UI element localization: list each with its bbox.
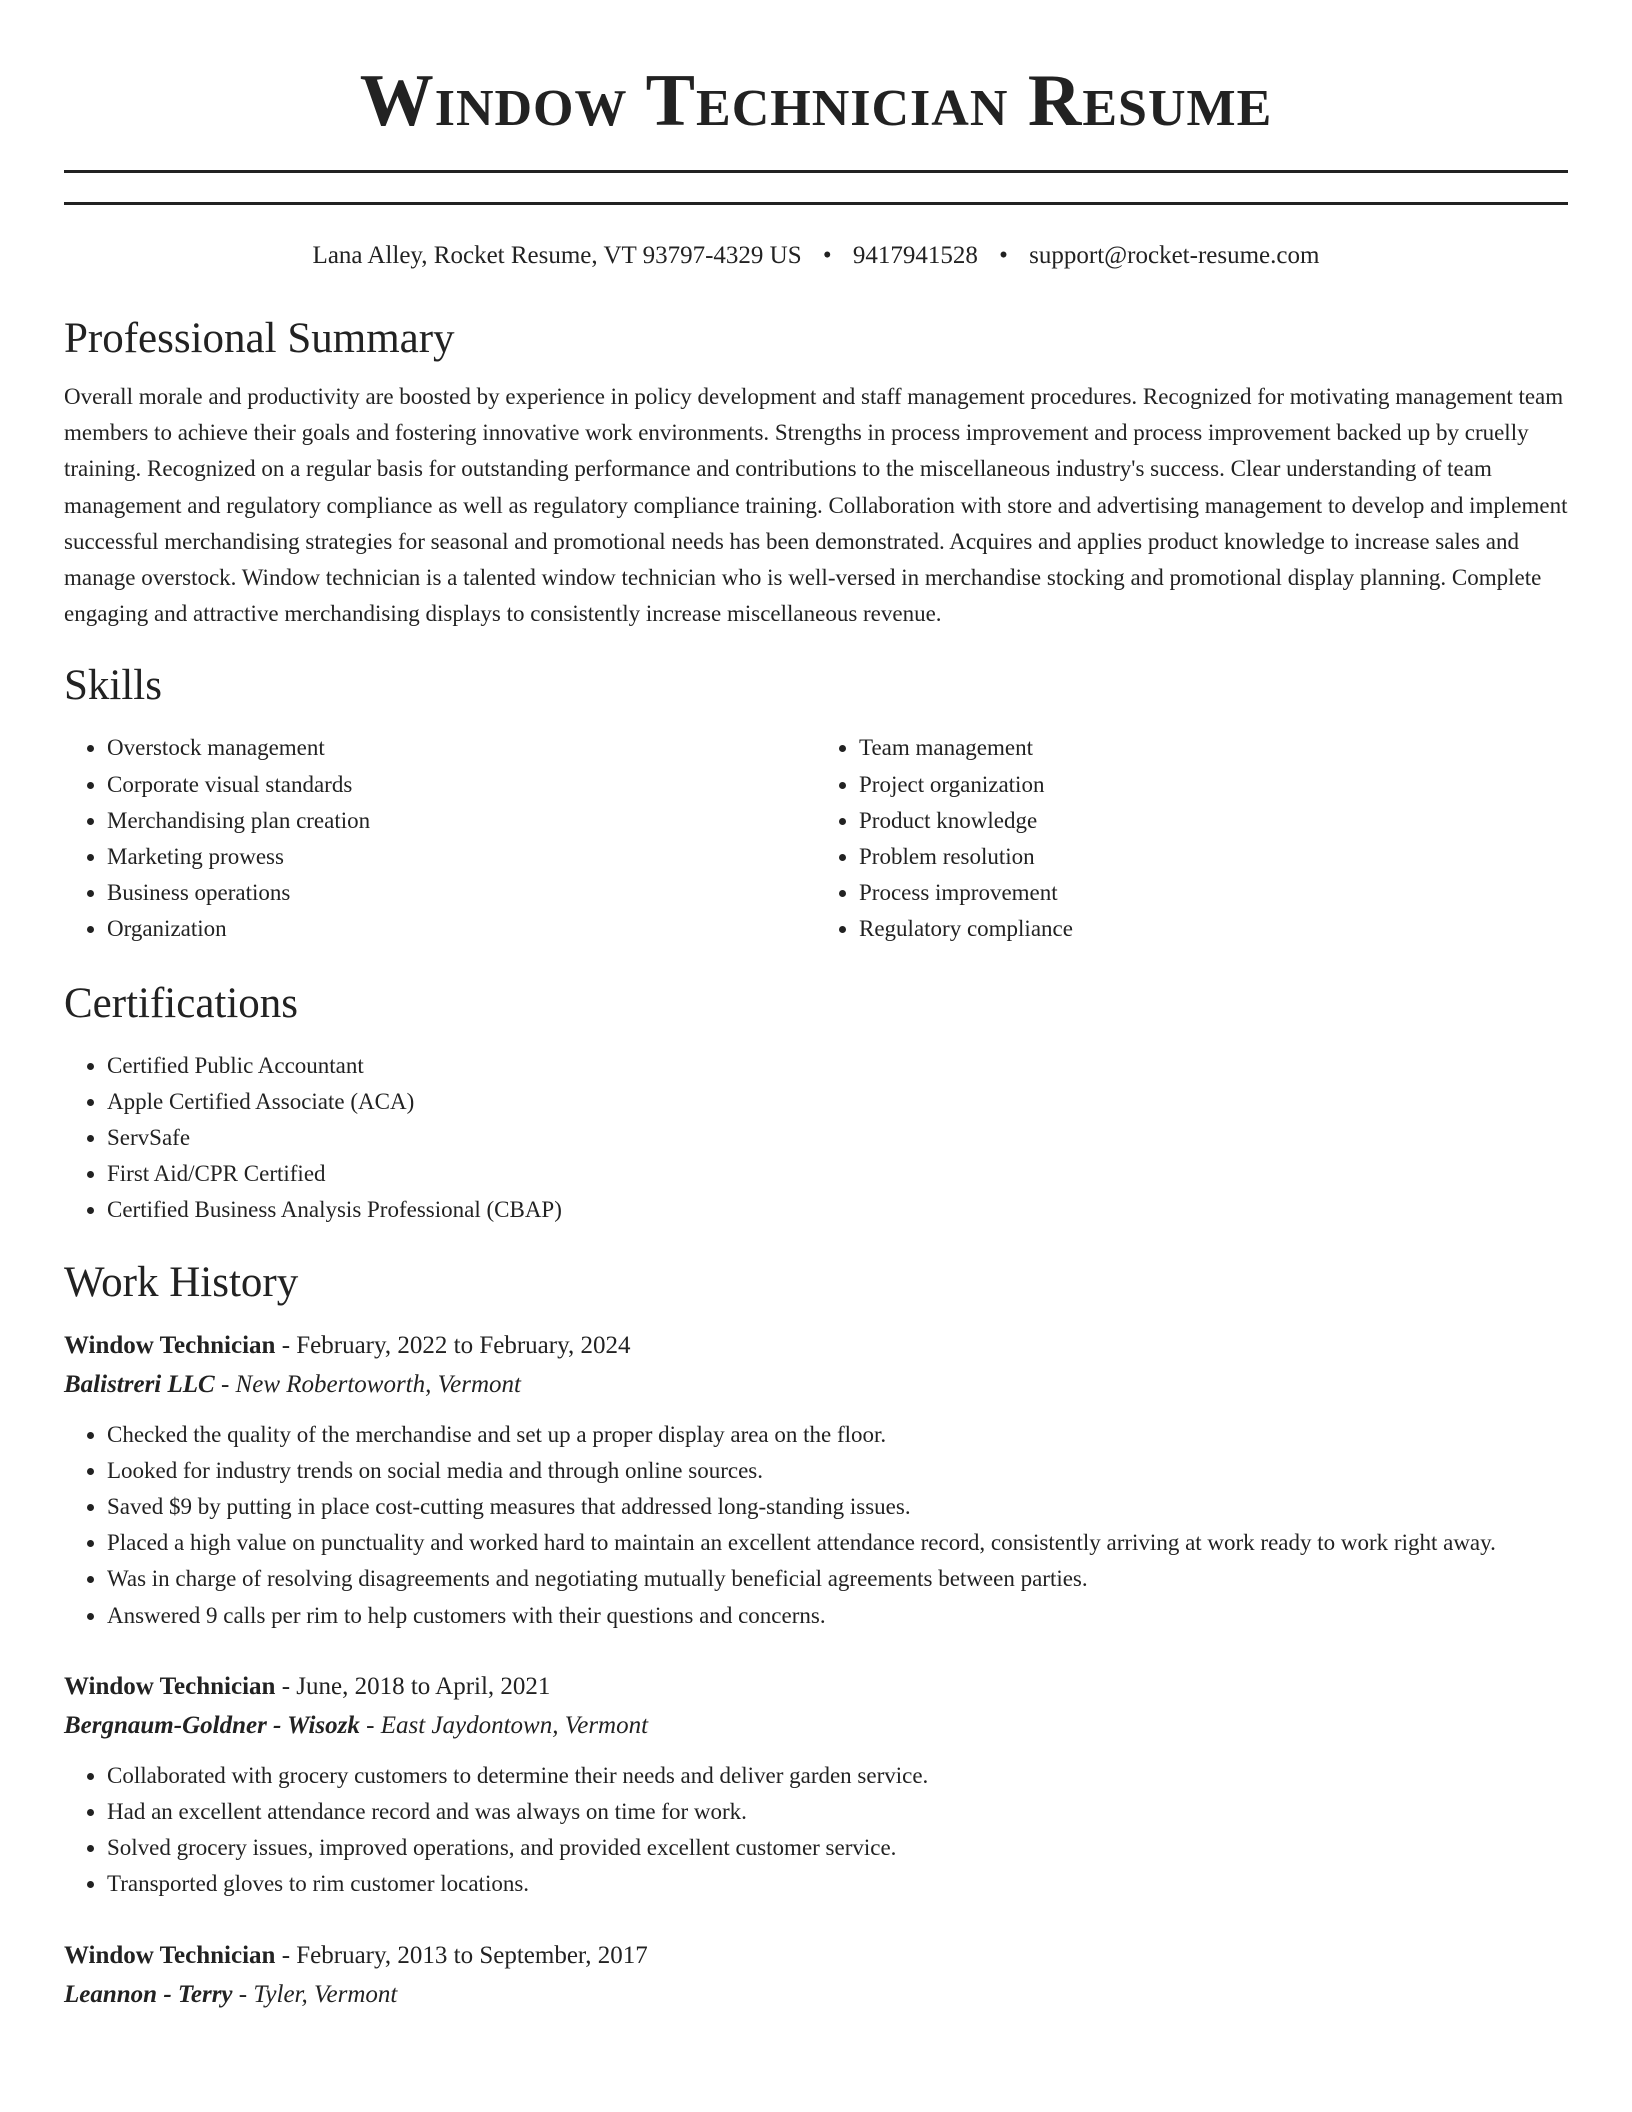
job-dates: - June, 2018 to April, 2021 [275,1672,551,1700]
skill-item: • Organization [107,911,816,947]
skill-item: • Process improvement [859,875,1568,911]
job-duty: • Was in charge of resolving disagreements and negotiating mutually beneficial agreements between parties. [107,1561,1568,1597]
job-header [64,1668,1568,1706]
resume-title: Window Technician Resume [359,60,1273,142]
skill-item: • Corporate visual standards [107,767,816,803]
job-entry [64,1668,1568,1903]
title-divider-bottom [64,202,1568,205]
skills-left-list [64,730,816,947]
job-duty: • Saved $9 by putting in place cost-cutting measures that addressed long-standing issues. [107,1489,1568,1525]
contact-separator: • [822,242,832,269]
job-location: - New Robertoworth, Vermont [214,1370,521,1398]
job-company: Leannon - Terry [64,1980,233,2008]
skills-columns [64,730,1568,947]
job-company: Balistreri LLC [64,1370,215,1398]
job-dates: - February, 2013 to September, 2017 [275,1941,648,1969]
certification-item: • Certified Public Accountant [107,1048,1568,1084]
job-duties-list [64,1758,1568,1903]
certification-item: • Apple Certified Associate (ACA) [107,1084,1568,1120]
job-entry [64,1327,1568,1634]
contact-email: support@rocket-resume.com [1029,242,1320,269]
job-location: - Tyler, Vermont [232,1980,398,2008]
job-company-line [64,1975,1568,2015]
work-history-heading: Work History [64,1258,299,1306]
job-location: - East Jaydontown, Vermont [359,1711,649,1739]
skills-right-list [816,730,1568,947]
job-duty: • Checked the quality of the merchandise and set up a proper display area on the floor. [107,1417,1568,1453]
job-duty: • Looked for industry trends on social media and through online sources. [107,1453,1568,1489]
job-duty: • Had an excellent attendance record and was always on time for work. [107,1794,1568,1830]
job-title: Window Technician [64,1331,276,1359]
contact-address: Lana Alley, Rocket Resume, VT 93797-4329 US [312,242,802,269]
job-duties-list [64,1417,1568,1634]
job-duty: • Collaborated with grocery customers to determine their needs and deliver garden service. [107,1758,1568,1794]
resume-page [64,0,1568,2015]
skill-item: • Marketing prowess [107,839,816,875]
job-entry [64,1937,1568,2015]
contact-separator: • [999,242,1008,269]
skill-item: • Team management [859,730,1568,766]
job-header [64,1327,1568,1365]
job-duty: • Placed a high value on punctuality and worked hard to maintain an excellent attendance record, consistently arriving at work ready to work right away. [107,1525,1568,1561]
job-duty: • Solved grocery issues, improved operations, and provided excellent customer service. [107,1830,1568,1866]
certification-item: • First Aid/CPR Certified [107,1156,1568,1192]
job-title: Window Technician [64,1672,276,1700]
job-title: Window Technician [64,1941,276,1969]
skill-item: • Project organization [859,767,1568,803]
job-header [64,1937,1568,1975]
skill-item: • Regulatory compliance [859,911,1568,947]
skill-item: • Problem resolution [859,839,1568,875]
certification-item: • Certified Business Analysis Professional (CBAP) [107,1192,1568,1228]
certifications-heading: Certifications [64,979,299,1027]
skill-item: • Merchandising plan creation [107,803,816,839]
contact-phone: 9417941528 [852,242,978,269]
contact-line [64,239,1568,273]
job-company-line [64,1365,1568,1405]
job-duty: • Answered 9 calls per rim to help customers with their questions and concerns. [107,1598,1568,1634]
job-duty: • Transported gloves to rim customer locations. [107,1866,1568,1902]
skills-heading: Skills [64,662,162,710]
skill-item: • Product knowledge [859,803,1568,839]
summary-heading: Professional Summary [64,315,455,362]
skill-item: • Business operations [107,875,816,911]
certifications-list [64,1048,1568,1229]
certification-item: • ServSafe [107,1120,1568,1156]
summary-text: Overall morale and productivity are boosted by experience in policy development and staff management procedures. Recognized for motivating management team members to achieve their goals and fostering innovative work environments. Strengths in process improvement and process improvement backed up by cruelly training. Recognized on a regular basis for outstanding performance and contributions to the miscellaneous industry's success. Clear understanding of team management and regulatory compliance as well as regulatory compliance training. Collaboration with store and advertising management to develop and implement successful merchandising strategies for seasonal and promotional needs has been demonstrated. Acquires and applies product knowledge to increase sales and manage overstock. Window technician is a talented window technician who is well-versed in merchandise stocking and promotional display planning. Complete engaging and attractive merchandising displays to consistently increase miscellaneous revenue. [64,384,1568,627]
job-dates: - February, 2022 to February, 2024 [275,1331,631,1359]
job-company-line [64,1706,1568,1746]
job-company: Bergnaum-Goldner - Wisozk [64,1711,360,1739]
skill-item: • Overstock management [107,730,816,766]
